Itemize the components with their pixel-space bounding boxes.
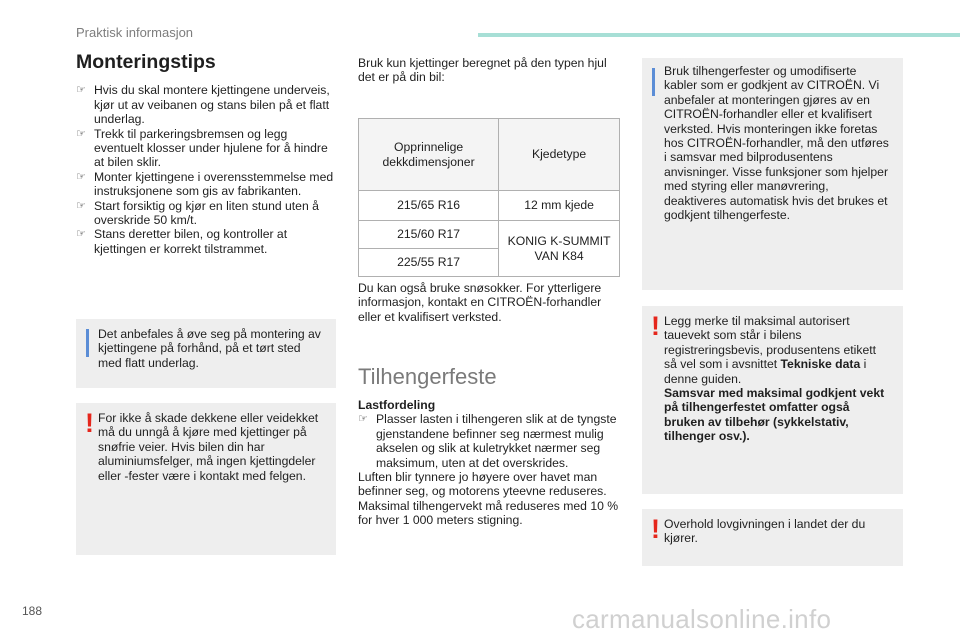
watermark: carmanualsonline.info bbox=[572, 604, 832, 634]
table-row bbox=[359, 221, 620, 249]
list-item: ☞ Trekk til parkeringsbremsen og legg eventuelt klosser under hjulene for å hindre at bilen sklir. bbox=[76, 126, 328, 170]
arrow-bullet-icon: ☞ bbox=[358, 413, 368, 426]
list-item: ☞ Hvis du skal montere kjettingene underveis, kjør ut av veibanen og stans bilen på et flatt underlag. bbox=[76, 83, 330, 127]
list-item: ☞ Plasser lasten i tilhengeren slik at de tyngste gjenstandene befinner seg nærmest mulig akselen og slik at kuletrykket nærmer seg maksimum, uten at det overskrides. bbox=[358, 412, 617, 470]
snow-socks-text: Du kan også bruke snøsokker. For ytterligere informasjon, kontakt en CITROËN-forhandler eller et kvalifisert verksted. bbox=[358, 281, 602, 324]
weight-compliance-text: Samsvar med maksimal godkjent vekt på tilhengerfestet omfatter også bruken av tilbehør (sykkelstativ, tilhenger osv.). bbox=[664, 386, 885, 444]
chain-table bbox=[358, 118, 620, 277]
arrow-bullet-icon: ☞ bbox=[76, 84, 86, 97]
warning-icon: ! bbox=[651, 514, 660, 544]
warning-icon: ! bbox=[651, 311, 660, 341]
load-heading: Lastfordeling bbox=[358, 398, 436, 412]
table-header-chain: Kjedetype bbox=[499, 119, 620, 191]
table-cell: 215/65 R16 bbox=[359, 191, 499, 221]
table-cell: KONIG K-SUMMIT VAN K84 bbox=[499, 221, 620, 277]
warning-note-tyres: ! For ikke å skade dekkene eller veidekket må du unngå å kjøre med kjettinger på snøfrie veier. Hvis bilen din har aluminiumsfelger, må ingen kjettingdeler eller -fester være i kontakt med felgen. bbox=[76, 403, 336, 555]
warning-note-weight: ! Legg merke til maksimal autorisert tauevekt som står i bilens registreringsbevis, produsentens etikett så vel som i avsnittet Tekniske data i denne guiden. Samsvar med maksimal godkjent vekt på tilhengerfestet omfatter også bruken av tilbehør (sykkelstativ, tilhenger osv.). bbox=[642, 306, 903, 494]
list-item: ☞ Monter kjettingene i overensstemmelse med instruksjonene som gis av fabrikanten. bbox=[76, 169, 334, 199]
arrow-bullet-icon: ☞ bbox=[76, 199, 86, 212]
table-cell: 215/60 R17 bbox=[359, 221, 499, 249]
info-icon bbox=[86, 329, 89, 357]
technical-data-reference: Tekniske data bbox=[780, 357, 861, 372]
table-row bbox=[359, 191, 620, 221]
info-icon bbox=[652, 68, 655, 96]
list-item: ☞ Start forsiktig og kjør en liten stund uten å overskride 50 km/t. bbox=[76, 198, 319, 228]
towbar-section bbox=[358, 398, 628, 528]
page-number: 188 bbox=[22, 604, 43, 618]
arrow-bullet-icon: ☞ bbox=[76, 228, 86, 241]
info-note-practice: Det anbefales å øve seg på montering av kjettingene på forhånd, på et tørt sted med flatt underlag. bbox=[76, 319, 336, 388]
header-accent-bar bbox=[478, 33, 960, 37]
warning-note-law: ! Overhold lovgivningen i landet der du kjører. bbox=[642, 509, 903, 566]
towbar-title: Tilhengerfeste bbox=[358, 364, 497, 389]
chains-intro: Bruk kun kjettinger beregnet på den typen hjul det er på din bil: bbox=[358, 56, 607, 85]
arrow-bullet-icon: ☞ bbox=[76, 170, 86, 183]
list-item: ☞ Stans deretter bilen, og kontroller at kjettingen er korrekt tilstrammet. bbox=[76, 227, 288, 256]
warning-icon: ! bbox=[85, 408, 94, 438]
mounting-title: Monteringstips bbox=[76, 51, 216, 73]
table-cell: 12 mm kjede bbox=[499, 191, 620, 221]
section-header: Praktisk informasjon bbox=[76, 25, 194, 40]
arrow-bullet-icon: ☞ bbox=[76, 127, 86, 140]
table-header-size: Opprinnelige dekkdimensjoner bbox=[359, 119, 499, 191]
mounting-column bbox=[76, 50, 340, 256]
air-density-text: Luften blir tynnere jo høyere over havet man befinner seg, og motorens yteevne reduseres. Maksimal tilhengervekt må reduseres med 10 % for hver 1 000 meters stigning. bbox=[358, 470, 619, 528]
table-cell: 225/55 R17 bbox=[359, 249, 499, 277]
info-note-towbar: Bruk tilhengerfester og umodifiserte kabler som er godkjent av CITROËN. Vi anbefaler at monteringen gjøres av en CITROËN-forhandler eller et kvalifisert verksted. Hvis monteringen ikke foretas hos CITROËN-forhandler, må den utføres i samsvar med bilprodusentens anvisninger. Visse funksjoner som hjelper med styring eller manøvrering, deaktiveres automatisk hvis det brukes et godkjent tilhengerfeste. bbox=[642, 58, 903, 290]
